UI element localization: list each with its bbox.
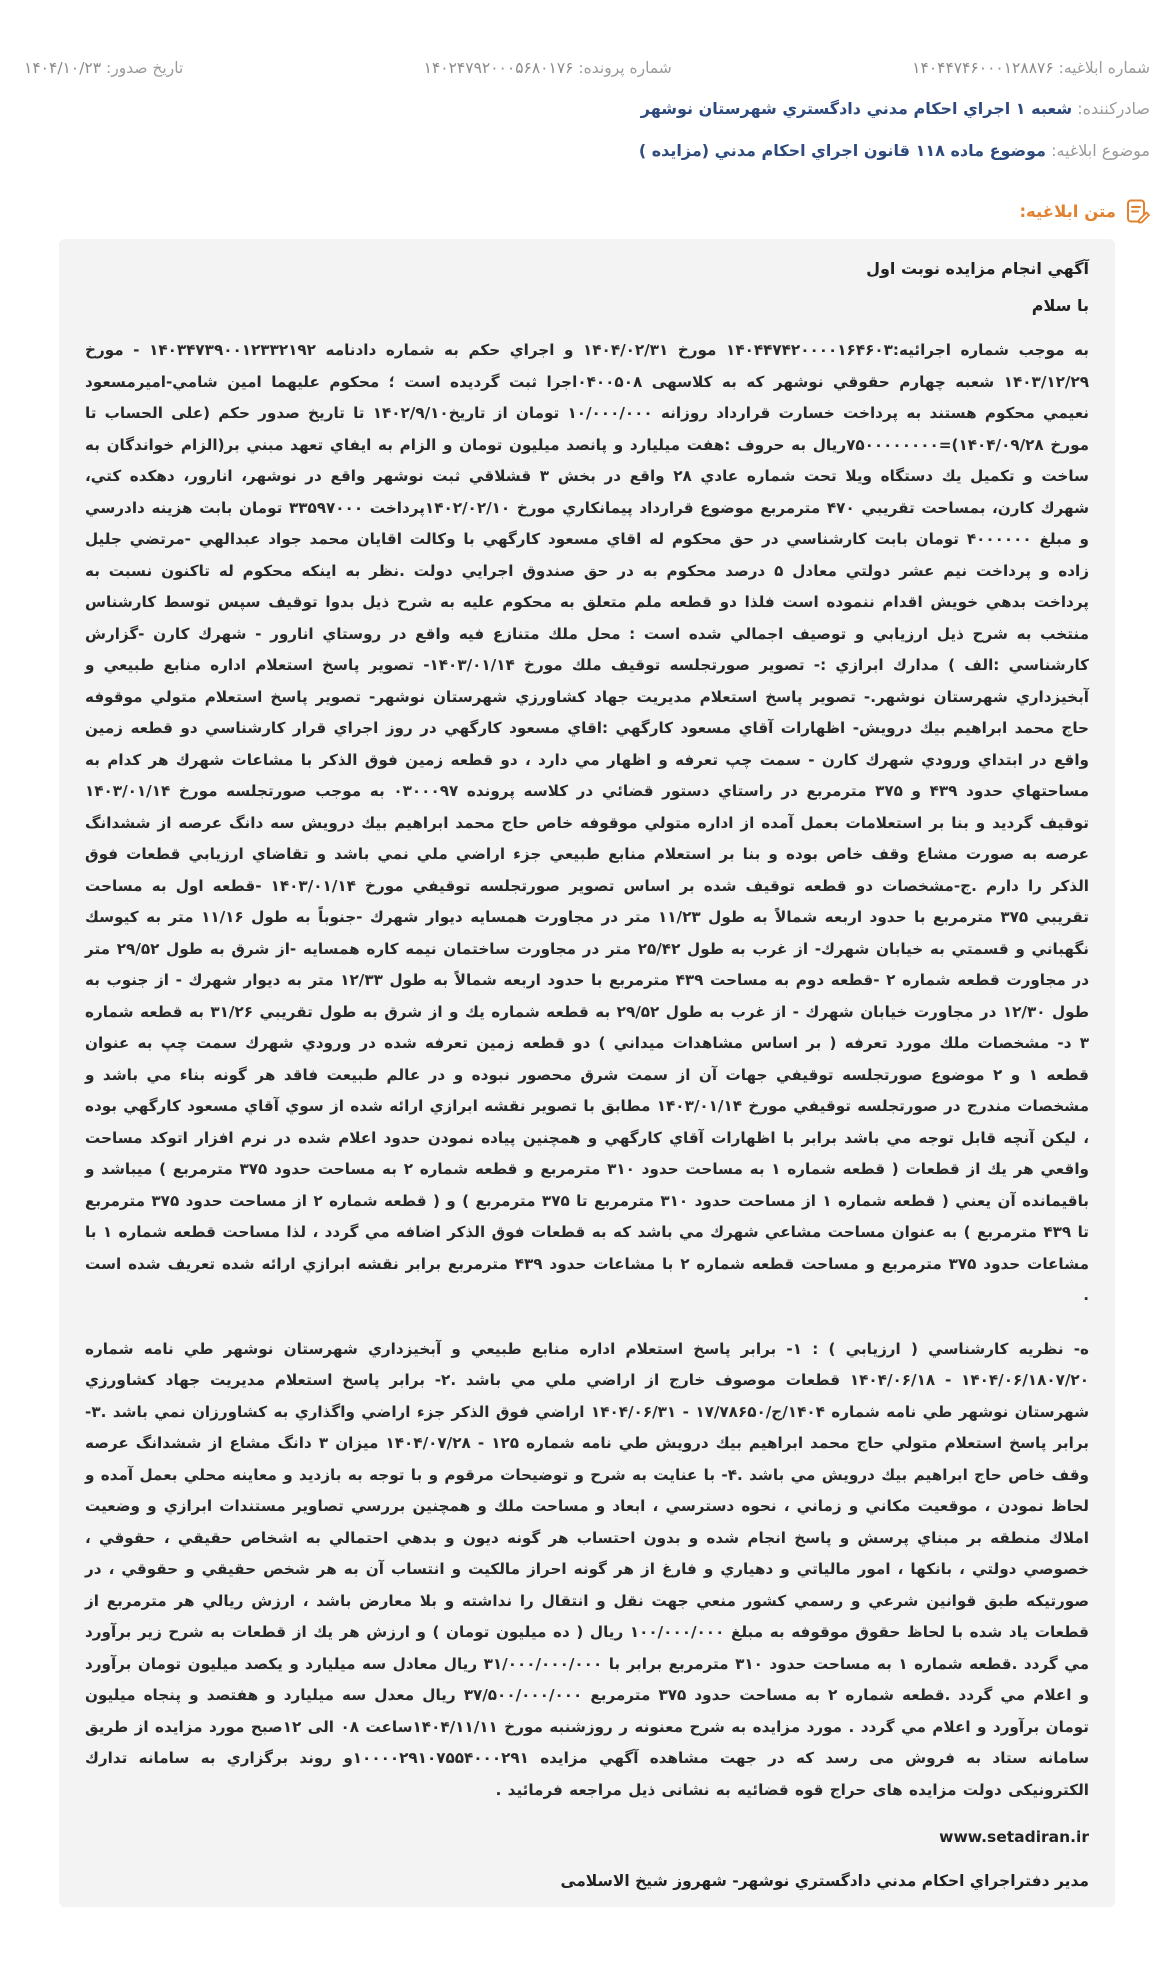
notice-signature: مدير دفتراجراي احکام مدني دادگستري نوشهر- شهروز شيخ الاسلامی [560, 1872, 1089, 1890]
notice-number [912, 59, 1150, 77]
notice-header [24, 55, 1150, 165]
notice-greeting: با سلام [1031, 296, 1089, 315]
issue-date [24, 59, 183, 77]
case-number [424, 59, 672, 77]
issuer-label: صادرکننده: [1077, 99, 1150, 118]
case-number-value: ۱۴۰۲۴۷۹۲۰۰۰۵۶۸۰۱۷۶ [423, 59, 574, 77]
subject-label: موضوع ابلاغيه: [1051, 141, 1150, 160]
subject-row [24, 141, 1150, 165]
notice-body [59, 239, 1115, 1907]
meta-row [24, 55, 1150, 81]
section-title-text: متن ابلاغيه: [1019, 201, 1116, 221]
notice-paragraph-2: ه- نظريه کارشناسي ( ارزيابي ) : ۱- برابر پاسخ استعلام اداره منابع طبيعي و آبخيزداري شهرستان نوشهر طي نامه شماره ۱۴۰۴/۰۶/۱۸۰۷/۲۰ - ۱۴۰۴/۰۶/۱۸ قطعات موصوف خارج از اراضي ملي مي باشد .۲- برابر پاسخ استعلام مديريت جهاد کشاورزي شهرستان نوشهر طي نامه شماره ۱۴۰۴/ج/۱۷/۷۸۶۵۰ - ۱۴۰۴/۰۶/۳۱ اراضي فوق الذکر جزء اراضي واگذاري به کشاورزان نمي باشد .۳- برابر پاسخ استعلام متولي حاج محمد ابراهيم بيك درويش طي نامه شماره ۱۲۵ - ۱۴۰۴/۰۷/۲۸ ميزان ۳ دانگ مشاع از ششدانگ عرصه وقف خاص حاج ابراهيم بيك درويش مي باشد .۴- با عنايت به شرح و توضيحات مرقوم و با توجه به بازديد و معاينه محلي بعمل آمده و لحاظ نمودن ، موقعيت مکاني و زماني ، نحوه دسترسي ، ابعاد و مساحت ملك و همچنين بررسي تصاوير مستندات ابرازي و وضعيت املاك منطقه بر مبناي پرسش و پاسخ انجام شده و بدون احتساب هر گونه ديون و بدهي احتمالي به اشخاص حقيقي ، حقوقي ، خصوصي دولتي ، بانکها ، امور مالياتي و دهياري و فارغ از هر گونه احراز مالکيت و انتساب آن به هر شخص حقيقي و حقوقي ، در صورتيکه طبق قوانين شرعي و رسمي کشور منعي جهت نقل و انتقال را نداشته و بلا معارض باشد ، ارزش ريالي هر مترمربع از قطعات ياد شده با لحاظ حقوق موقوفه به مبلغ ۱۰۰/۰۰۰/۰۰۰ ريال ( ده ميليون تومان ) و ارزش هر يك از قطعات به شرح زير برآورد مي گردد .قطعه شماره ۱ به مساحت حدود ۳۱۰ مترمربع برابر با ۳۱/۰۰۰/۰۰۰/۰۰۰ ريال معادل سه ميليارد و يکصد ميليون تومان برآورد و اعلام مي گردد .قطعه شماره ۲ به مساحت حدود ۳۷۵ مترمربع ۳۷/۵۰۰/۰۰۰/۰۰۰ ريال معدل سه ميليارد و هفتصد و پنجاه ميليون تومان برآورد و اعلام مي گردد . مورد مزايده به شرح معنونه ر روزشنبه مورخ ۱۴۰۴/۱۱/۱۱ساعت ۰۸ الی ۱۲صبح مورد مزايده از طريق سامانه ستاد به فروش می رسد که در جهت مشاهده آگهي مزايده ۱۰۰۰۰۲۹۱۰۷۵۵۴۰۰۰۲۹۱و روند برگزاري به سامانه تدارك الکترونيکی دولت مزايده های حراج قوه قضائيه به نشانی ذيل مراجعه فرمائيد . [85, 1339, 1090, 1799]
issue-date-label: تاريخ صدور: [106, 59, 184, 77]
issuer-row [24, 99, 1150, 123]
notice-paragraph-1: به موجب شماره اجرائيه:۱۴۰۴۴۷۴۲۰۰۰۰۱۶۴۶۰۳ مورخ ۱۴۰۴/۰۲/۳۱ و اجراي حکم به شماره دادنامه ۱۴۰۳۴۷۳۹۰۰۱۲۳۳۲۱۹۲ - مورخ ۱۴۰۳/۱۲/۲۹ شعبه چهارم حقوقي نوشهر که به کلاسهی ۰۴۰۰۵۰۸اجرا ثبت گرديده است ؛ محکوم عليهما امين شامي-اميرمسعود نعيمي محکوم هستند به پرداخت خسارت قرارداد روزانه ۱۰/۰۰۰/۰۰۰ تومان از تاريخ۱۴۰۲/۹/۱۰ تا تاريخ صدور حکم (علی الحساب تا مورخ ۱۴۰۴/۰۹/۲۸)=۷۵۰۰۰۰۰۰۰۰ريال به حروف :هفت ميليارد و پانصد ميليون تومان و الزام به ايفاي تعهد مبني بر(الزام خواندگان به ساخت و تکميل يك دستگاه ويلا تحت شماره عادي ۲۸ واقع در بخش ۳ قشلاقي ثبت نوشهر واقع در نوشهر، انارور، دهکده کتي، شهرك کارن، بمساحت تقريبي ۴۷۰ مترمربع موضوع قرارداد پيمانکاري مورخ ۱۴۰۲/۰۲/۱۰پرداخت ۳۳۵۹۷۰۰۰ تومان بابت هزينه دادرسي و مبلغ ۴۰۰۰۰۰۰ تومان بابت کارشناسي در حق محکوم له اقاي مسعود کارگهي با وکالت اقايان محمد جواد عبدالهي -مرتضي جليل زاده و پرداخت نيم عشر دولتي معادل ۵ درصد محکوم به در حق صندوق اجرايي دولت .نظر به اينکه محکوم له تاکنون نسبت به پرداخت بدهي خويش اقدام ننموده است فلذا دو قطعه ملم متعلق به محکوم عليه به شرح ذيل بدوا توقيف سپس توسط کارشناس منتخب به شرح ذيل ارزيابي و توصيف اجمالي شده است : محل ملك متنازع فيه واقع در روستاي انارور - شهرك کارن -گزارش کارشناسي :الف ) مدارك ابرازي :- تصوير صورتجلسه توقيف ملك مورخ ۱۴۰۳/۰۱/۱۴- تصوير پاسخ استعلام اداره منابع طبيعي و آبخيزداري شهرستان نوشهر.- تصوير پاسخ استعلام مديريت جهاد کشاورزي شهرستان نوشهر- تصوير پاسخ استعلام متولي موقوفه حاج محمد ابراهيم بيك درويش- اظهارات آقاي مسعود کارگهي :اقاي مسعود کارگهي در روز اجراي قرار کارشناسي دو قطعه زمين واقع در ابتداي ورودي شهرك کارن - سمت چپ تعرفه و اظهار مي دارد ، دو قطعه زمين فوق الذکر با مشاعات شهرك هر کدام به مساحتهاي حدود ۴۳۹ و ۳۷۵ مترمربع در راستاي دستور قضائي در کلاسه پرونده ۰۳۰۰۰۹۷ به موجب صورتجلسه مورخ ۱۴۰۳/۰۱/۱۴ توقيف گرديد و بنا بر استعلامات بعمل آمده از اداره متولي موقوفه خاص حاج محمد ابراهيم بيك درويش سه دانگ عرصه از ششدانگ عرصه به صورت مشاع وقف خاص بوده و بنا بر استعلام منابع طبيعي جزء اراضي ملي نمي باشد و تقاضاي ارزيابي قطعات فوق الذکر را دارم .ج-مشخصات دو قطعه توقيف شده بر اساس تصوير صورتجلسه توقيفي مورخ ۱۴۰۳/۰۱/۱۴ -قطعه اول به مساحت تقريبي ۳۷۵ مترمربع با حدود اربعه شمالاً به طول ۱۱/۲۳ متر در مجاورت همسايه ديوار شهرك -جنوباً به طول ۱۱/۱۶ متر به کيوسك نگهباني و قسمتي به خيابان شهرك- از غرب به طول ۲۵/۴۲ متر در مجاورت ساختمان نيمه کاره همسايه -از شرق به طول ۲۹/۵۲ متر در مجاورت قطعه شماره ۲ -قطعه دوم به مساحت ۴۳۹ مترمربع با حدود اربعه شمالاً به طول ۱۲/۳۳ متر به ديوار شهرك - از جنوب به طول ۱۲/۳۰ در مجاورت خيابان شهرك - از غرب به طول ۲۹/۵۲ به قطعه شماره يك و از شرق به طول تقريبي ۳۱/۲۶ به قطعه شماره ۳ د- مشخصات ملك مورد تعرفه ( بر اساس مشاهدات ميداني ) دو قطعه زمين تعرفه شده در ورودي شهرك سمت چپ به عنوان قطعه ۱ و ۲ موضوع صورتجلسه توقيفي جهات آن از سمت شرق محصور نبوده و در عالم طبيعت فاقد هر گونه بناء مي باشد و مشخصات مندرج در صورتجلسه توقيفي مورخ ۱۴۰۳/۰۱/۱۴ مطابق با تصوير نقشه ابرازي ارائه شده از سوي آقاي مسعود کارگهي بوده ، ليکن آنچه قابل توجه مي باشد برابر با اظهارات آقاي کارگهي و همچنين پياده نمودن حدود اعلام شده در نرم افزار اتوکد مساحت واقعي هر يك از قطعات ( قطعه شماره ۱ به مساحت حدود ۳۱۰ مترمربع و قطعه شماره ۲ به مساحت حدود ۳۷۵ مترمربع ) ميباشد و باقيمانده آن يعني ( قطعه شماره ۱ از مساحت حدود ۳۱۰ مترمربع تا ۳۷۵ مترمربع ) و ( قطعه شماره ۲ از مساحت حدود ۳۷۵ مترمربع تا ۴۳۹ مترمربع ) به عنوان مساحت مشاعي شهرك مي باشد که به قطعات فوق الذکر اضافه مي گردد ، لذا مساحت قطعه شماره ۱ با مشاعات حدود ۳۷۵ مترمربع و مساحت قطعه شماره ۲ با مشاعات حدود ۴۳۹ مترمربع برابر نقشه ابرازي ارائه شده تعريف شده است . [85, 341, 1090, 1304]
section-title [1019, 198, 1150, 224]
notice-heading: آگهي انجام مزايده نوبت اول [866, 259, 1089, 278]
notice-website: www.setadiran.ir [939, 1828, 1089, 1846]
notice-number-value: ۱۴۰۴۴۷۴۶۰۰۰۱۲۸۸۷۶ [912, 59, 1054, 77]
document-icon [1124, 198, 1150, 224]
issuer-value: شعبه ۱ اجراي احکام مدني دادگستري شهرستان نوشهر [640, 99, 1073, 118]
case-number-label: شماره پرونده: [578, 59, 672, 77]
subject-value: موضوع ماده ۱۱۸ قانون اجراي احکام مدني (مزايده ) [638, 141, 1046, 160]
notice-number-label: شماره ابلاغيه: [1058, 59, 1150, 77]
issue-date-value: ۱۴۰۴/۱۰/۲۳ [24, 59, 102, 77]
